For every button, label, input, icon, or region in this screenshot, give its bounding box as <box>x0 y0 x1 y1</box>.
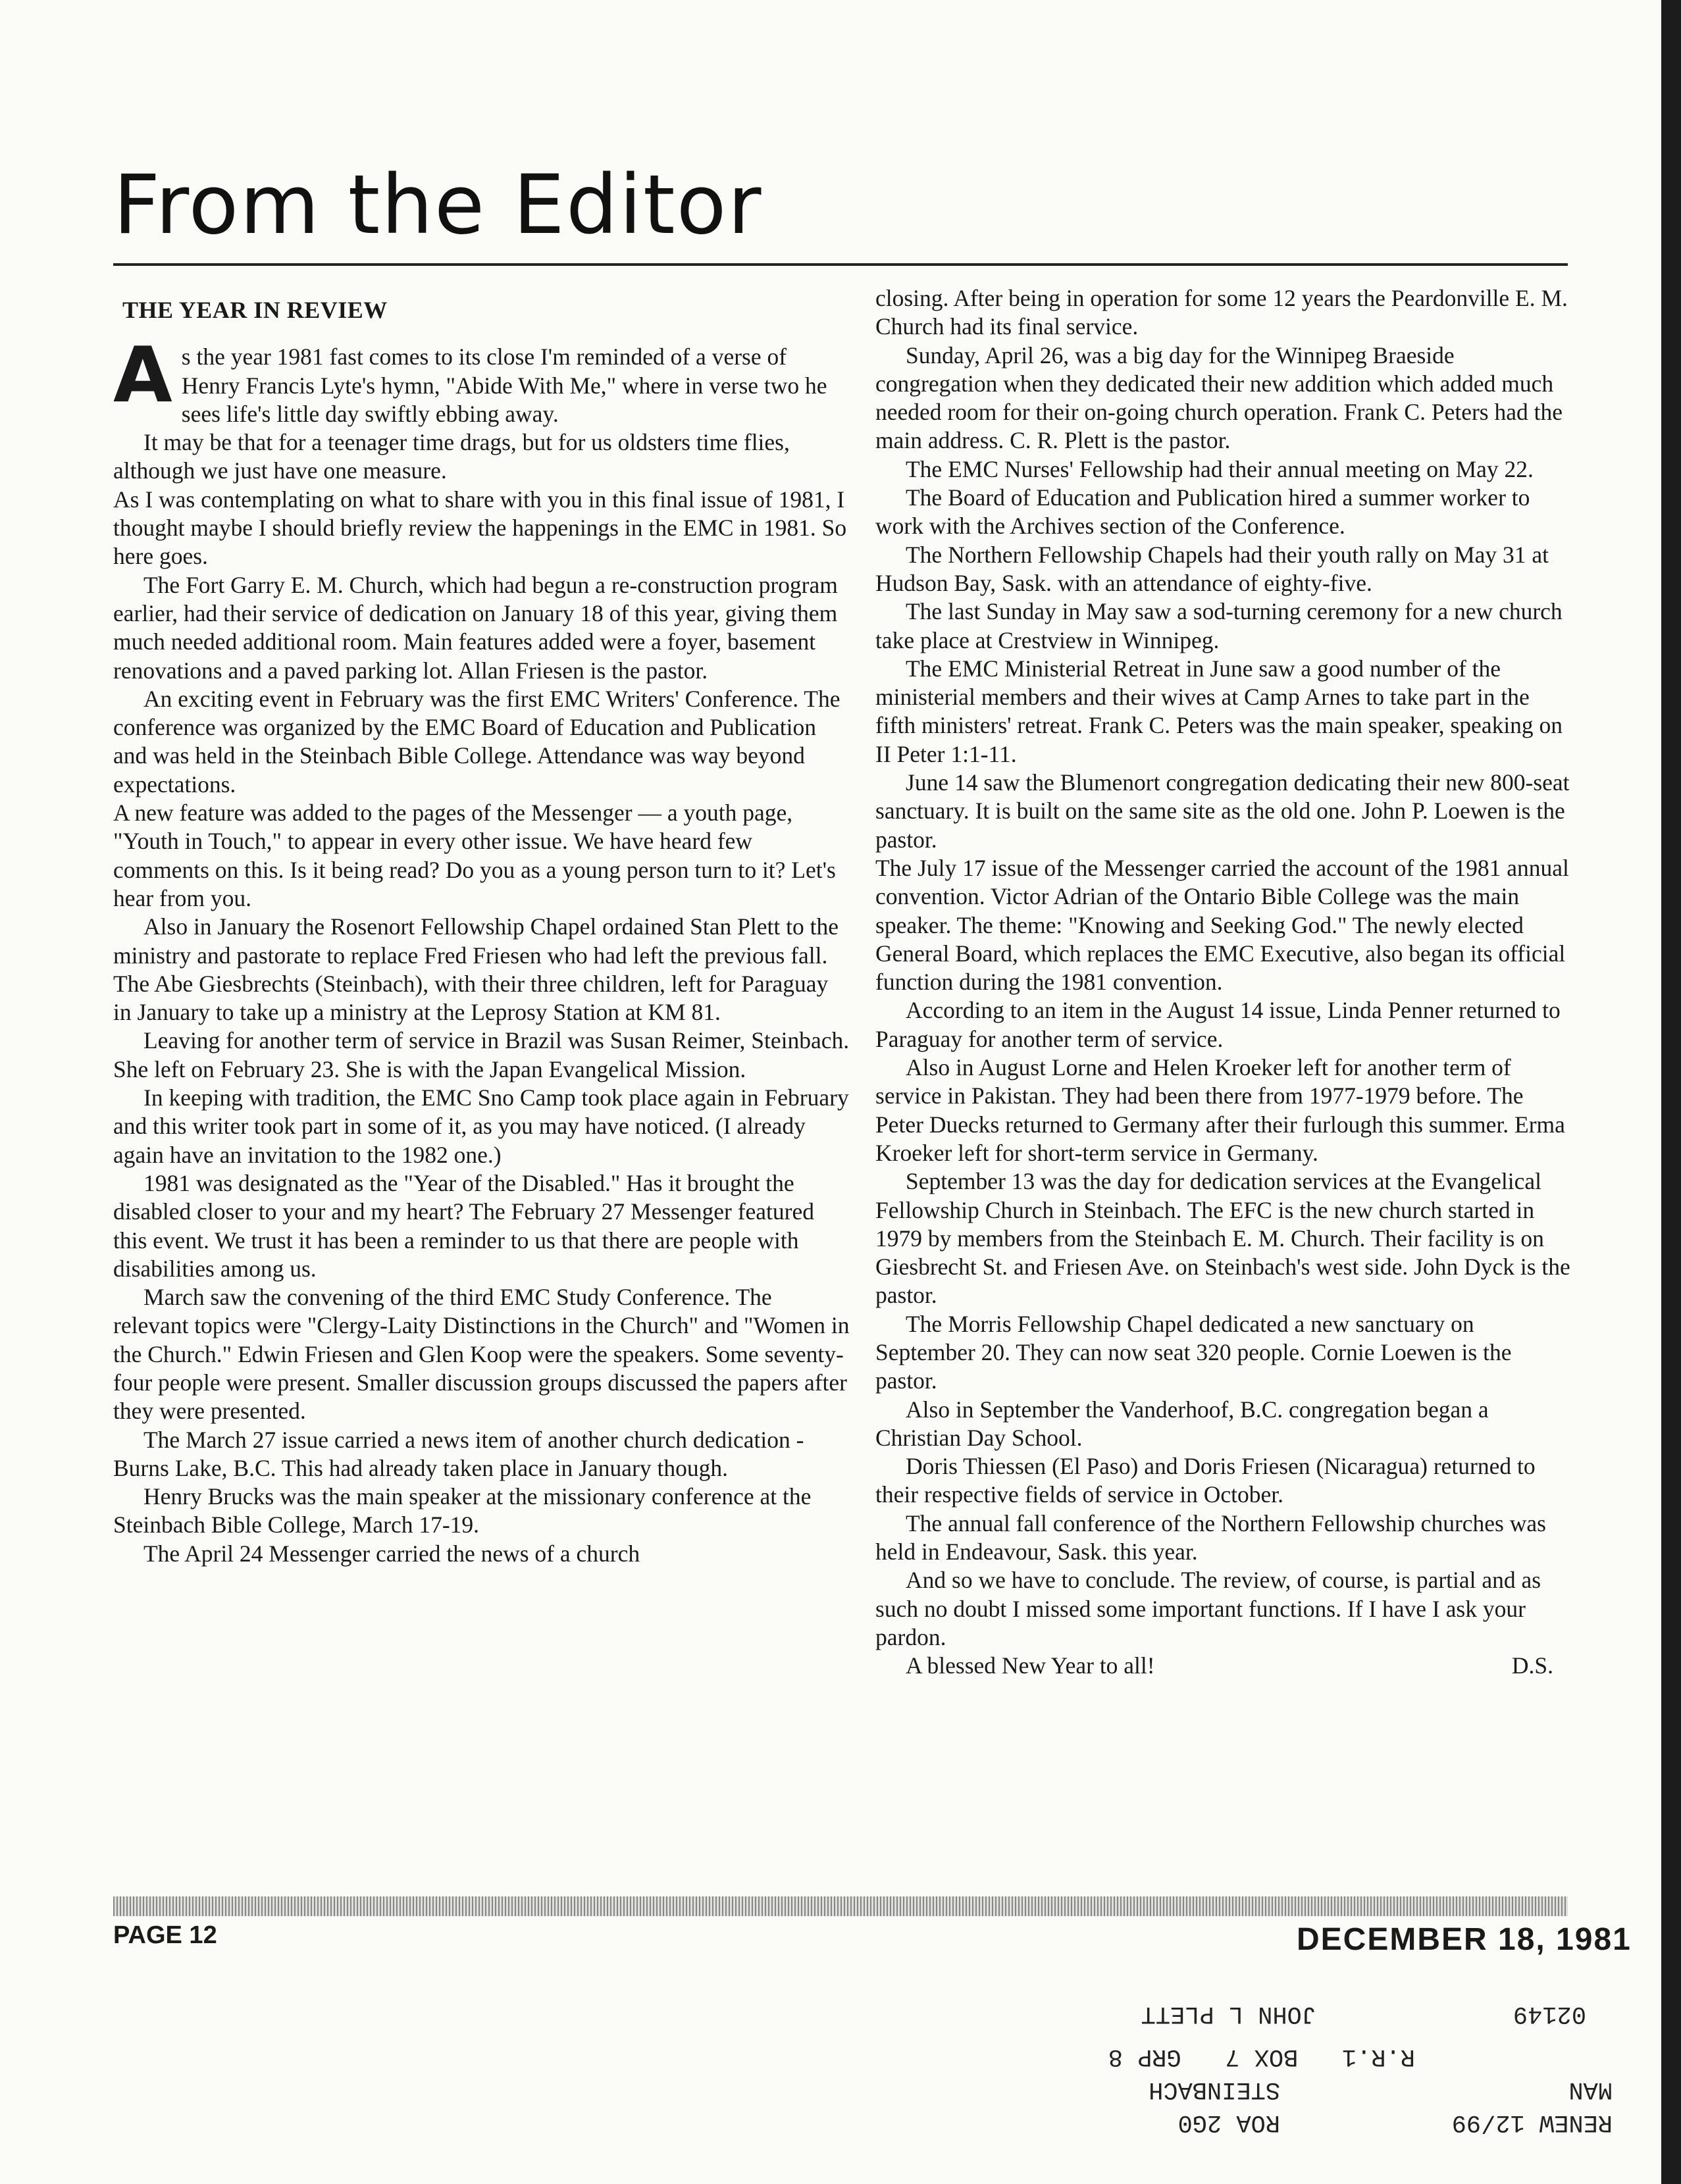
paragraph: closing. After being in operation for some 12 years the Peardonville E. M. Church had its final service. <box>875 285 1568 340</box>
paragraph: Doris Thiessen (El Paso) and Doris Friesen (Nicaragua) returned to their respective fields of service in October. <box>875 1453 1536 1508</box>
mailing-label <box>1086 1987 1613 2139</box>
paragraph: Leaving for another term of service in Brazil was Susan Reimer, Steinbach. She left on February 23. She is with the Japan Evangelical Mission. <box>113 1027 850 1082</box>
paragraph-text: s the year 1981 fast comes to its close I'm reminded of a verse of Henry Francis Lyte's hymn, "Abide With Me," where in verse two he sees life's little day swiftly ebbing away. <box>181 343 827 427</box>
paragraph: Sunday, April 26, was a big day for the Winnipeg Braeside congregation when they dedicated their new addition which added much needed room for their on-going church operation. Frank C. Peters had the main address. C. R. Plett is the pastor. <box>875 342 1563 454</box>
paragraph: The EMC Ministerial Retreat in June saw a good number of the ministerial members and their wives at Camp Arnes to take part in the fifth ministers' retreat. Frank C. Peters was the main speaker, speaking on II Peter 1:1-11. <box>875 655 1563 767</box>
paragraph: The last Sunday in May saw a sod-turning ceremony for a new church take place at Crestview in Winnipeg. <box>875 598 1563 653</box>
paragraph: September 13 was the day for dedication services at the Evangelical Fellowship Church in Steinbach. The EFC is the new church started in 1979 by members from the Steinbach E. M. Church. Their facility is on Giesbrecht St. and Friesen Ave. on Steinbach's west side. John Dyck is the pastor. <box>875 1168 1570 1309</box>
paragraph: It may be that for a teenager time drags, but for us oldsters time flies, although we just have one measure. <box>113 429 790 484</box>
page-edge <box>1661 0 1681 2184</box>
paragraph: The March 27 issue carried a news item of another church dedication - Burns Lake, B.C. This had already taken place in January though. <box>113 1426 804 1481</box>
title-rule <box>113 263 1568 266</box>
label-postal: ROA 2G0 <box>1177 2108 1280 2136</box>
paragraph: The annual fall conference of the Northern Fellowship churches was held in Endeavour, Sask. this year. <box>875 1510 1546 1565</box>
label-name: JOHN L PLETT <box>1141 2000 1316 2027</box>
paragraph: As I was contemplating on what to share with you in this final issue of 1981, I thought maybe I should briefly review the happenings in the EMC in 1981. So here goes. <box>113 486 847 570</box>
issue-date: DECEMBER 18, 1981 <box>1297 1922 1632 1957</box>
left-column <box>113 283 850 1568</box>
closing-text: A blessed New Year to all! <box>906 1652 1155 1679</box>
label-renew: RENEW 12/99 <box>1451 2108 1613 2136</box>
section-heading: THE YEAR IN REVIEW <box>122 297 388 323</box>
paragraph: June 14 saw the Blumenort congregation dedicating their new 800-seat sanctuary. It is built on the same site as the old one. John P. Loewen is the pastor. <box>875 769 1570 853</box>
paragraph: March saw the convening of the third EMC Study Conference. The relevant topics were "Clergy-Laity Distinctions in the Church" and "Women in the Church." Edwin Friesen and Glen Koop were the speakers. Some seventy-four people were present. Smaller discussion groups discussed the papers after they were presented. <box>113 1284 850 1425</box>
paragraph: The Fort Garry E. M. Church, which had begun a re-construction program earlier, had their service of dedication on January 18 of this year, giving them much needed additional room. Main features added were a foyer, basement renovations and a paved parking lot. Allan Friesen is the pastor. <box>113 571 838 684</box>
paragraph: Also in August Lorne and Helen Kroeker left for another term of service in Pakistan. They had been there from 1977-1979 before. The Peter Duecks returned to Germany after their furlough this summer. Erma Kroeker left for short-term service in Germany. <box>875 1054 1565 1166</box>
page-number: PAGE 12 <box>113 1921 217 1949</box>
paragraph: An exciting event in February was the first EMC Writers' Conference. The conference was organized by the EMC Board of Education and Publication and was held in the Steinbach Bible College. Attendance was way beyond expectations. <box>113 685 840 798</box>
paragraph: The Abe Giesbrechts (Steinbach), with their three children, left for Paraguay in January to take up a ministry at the Leprosy Station at KM 81. <box>113 970 829 1026</box>
paragraph: Henry Brucks was the main speaker at the missionary conference at the Steinbach Bible College, March 17-19. <box>113 1483 812 1538</box>
paragraph: The Northern Fellowship Chapels had their youth rally on May 31 at Hudson Bay, Sask. with an attendance of eighty-five. <box>875 541 1549 596</box>
label-code: 02149 <box>1513 2000 1586 2027</box>
paragraph: A new feature was added to the pages of the Messenger — a youth page, "Youth in Touch," to appear in every other issue. We have heard few comments on this. Is it being read? Do you as a young person turn to it? Let's hear from you. <box>113 800 836 911</box>
paragraph: The April 24 Messenger carried the news of a church <box>143 1540 640 1567</box>
paragraph: Also in September the Vanderhoof, B.C. congregation began a Christian Day School. <box>875 1396 1489 1451</box>
label-town: STEINBACH <box>1149 2075 1280 2103</box>
paragraph: 1981 was designated as the "Year of the Disabled." Has it brought the disabled closer to your and my heart? The February 27 Messenger featured this event. We trust it has been a reminder to us that there are people with disabilities among us. <box>113 1169 814 1282</box>
paragraph: The Morris Fellowship Chapel dedicated a new sanctuary on September 20. They can now seat 320 people. Cornie Loewen is the pastor. <box>875 1310 1512 1394</box>
right-column <box>875 284 1573 1681</box>
signature: D.S. <box>1511 1652 1553 1679</box>
paragraph <box>113 331 850 428</box>
paragraph: Also in January the Rosenort Fellowship Chapel ordained Stan Plett to the ministry and pastorate to replace Fred Friesen who had left the previous fall. <box>113 913 839 969</box>
label-province: MAN <box>1568 2075 1613 2103</box>
paragraph: The EMC Nurses' Fellowship had their annual meeting on May 22. <box>906 455 1534 482</box>
paragraph: The July 17 issue of the Messenger carried the account of the 1981 annual convention. Victor Adrian of the Ontario Bible College was the main speaker. The theme: "Knowing and Seeking God." The newly elected General Board, which replaces the EMC Executive, also began its official function during the 1981 convention. <box>875 854 1569 996</box>
paragraph: The Board of Education and Publication hired a summer worker to work with the Archives section of the Conference. <box>875 484 1530 540</box>
label-route: R.R.1 BOX 7 GRP 8 <box>1108 2043 1415 2070</box>
paragraph: According to an item in the August 14 issue, Linda Penner returned to Paraguay for another term of service. <box>875 997 1561 1052</box>
paragraph: In keeping with tradition, the EMC Sno Camp took place again in February and this writer took part in some of it, as you may have noticed. (I already again have an invitation to the 1982 one.) <box>113 1084 849 1168</box>
paragraph: And so we have to conclude. The review, of course, is partial and as such no doubt I missed some important functions. If I have I ask your pardon. <box>875 1567 1541 1650</box>
drop-cap: A <box>113 331 172 420</box>
page-title: From the Editor <box>113 158 763 253</box>
footer-rule <box>113 1896 1568 1916</box>
closing-paragraph <box>875 1652 1573 1680</box>
